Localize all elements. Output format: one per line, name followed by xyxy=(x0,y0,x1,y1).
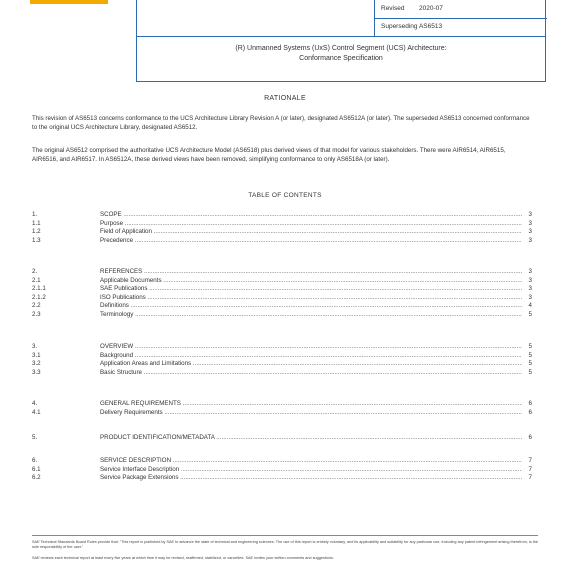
toc-title: Applicable Documents ..... xyxy=(100,277,522,285)
toc-title: SAE Publications ..... xyxy=(100,285,522,293)
toc-title: GENERAL REQUIREMENTS ..... xyxy=(100,400,522,408)
toc-title: REFERENCES ..... xyxy=(100,268,522,276)
toc-number: 6.2 xyxy=(32,474,41,481)
toc-title: Basic Structure ..... xyxy=(100,369,522,377)
toc-title: Delivery Requirements ..... xyxy=(100,409,522,417)
toc-number: 2.1 xyxy=(32,276,41,284)
toc-entry[interactable] xyxy=(32,360,532,368)
toc-page: 3 xyxy=(528,236,532,244)
toc-number: 4.1 xyxy=(32,408,41,416)
toc-page: 7 xyxy=(528,465,532,473)
toc-page: 7 xyxy=(528,474,532,481)
toc-page: 3 xyxy=(528,293,532,301)
toc-title: Definitions ..... xyxy=(100,302,522,310)
toc-page: 3 xyxy=(528,228,532,235)
toc-page: 6 xyxy=(528,400,532,407)
toc-number: 6.1 xyxy=(32,465,41,473)
toc-entry[interactable] xyxy=(32,474,532,482)
document-title-line1: (R) Unmanned Systems (UxS) Control Segment (UCS) Architecture: xyxy=(235,45,447,52)
header-left-cell xyxy=(137,0,375,36)
toc-number: 2.3 xyxy=(32,310,41,318)
toc-title: Field of Application ..... xyxy=(100,228,522,236)
toc-entry[interactable] xyxy=(32,466,532,474)
superseding-label: Superseding AS6513 xyxy=(381,23,443,30)
toc-title: Purpose ..... xyxy=(100,220,522,228)
toc-page: 3 xyxy=(528,219,532,227)
superseding-row xyxy=(375,18,547,36)
toc-number: 2. xyxy=(32,268,38,275)
document-title xyxy=(137,44,545,64)
toc-number: 2.1.1 xyxy=(32,285,46,292)
sae-logo-strip xyxy=(30,0,108,4)
footer-divider xyxy=(32,535,538,536)
toc-number: 1.1 xyxy=(32,219,41,227)
revised-row xyxy=(375,0,547,19)
toc-number: 2.2 xyxy=(32,302,41,309)
toc-title: Background ..... xyxy=(100,352,522,360)
toc-number: 3.3 xyxy=(32,368,41,376)
toc-page: 3 xyxy=(528,268,532,275)
toc-entry[interactable] xyxy=(32,277,532,285)
rationale-paragraph-1: This revision of AS6513 concerns conformance to the UCS Architecture Library Revision A (or later), designated AS6512A (or later). The superseded AS6513 concerned conformance to the original UCS Architecture Library, designated AS6512. xyxy=(32,115,530,131)
header-info-cells xyxy=(375,0,547,36)
toc-number: 1.3 xyxy=(32,236,41,244)
toc-entry[interactable] xyxy=(32,311,532,319)
toc-page: 3 xyxy=(528,285,532,292)
toc-title: PRODUCT IDENTIFICATION/METADATA ..... xyxy=(100,434,522,442)
toc-title: Precedence ..... xyxy=(100,237,522,245)
toc-number: 3.1 xyxy=(32,351,41,359)
toc-page: 5 xyxy=(528,343,532,350)
toc-entry[interactable] xyxy=(32,285,532,293)
toc-entry[interactable] xyxy=(32,268,532,276)
rationale-paragraph-2: The original AS6512 comprised the authoritative UCS Architecture Model (AS6518) plus derived views of that model for various stakeholders. There were AIR6514, AIR6515, AIR6516, and AIR6517. In AS6512A, these derived views have been removed, simplifying conformance to only AS6518A (or later). xyxy=(32,147,506,163)
toc-number: 1. xyxy=(32,211,38,218)
toc-page: 5 xyxy=(528,310,532,318)
rationale-heading: RATIONALE xyxy=(264,95,306,102)
toc-entry[interactable] xyxy=(32,457,532,465)
toc-entry[interactable] xyxy=(32,434,532,442)
document-title-line2: Conformance Specification xyxy=(299,55,383,62)
toc-title: Terminology ..... xyxy=(100,311,522,319)
header-divider xyxy=(137,36,545,37)
toc-title: SCOPE ..... xyxy=(100,211,522,219)
toc-number: 1.2 xyxy=(32,228,41,235)
toc-title: Service Package Extensions ..... xyxy=(100,474,522,482)
toc-title: Service Interface Description ..... xyxy=(100,466,522,474)
toc-entry[interactable] xyxy=(32,409,532,417)
revised-label: Revised xyxy=(381,5,405,12)
toc-title: SERVICE DESCRIPTION ..... xyxy=(100,457,522,465)
revised-date: 2020-07 xyxy=(419,5,443,12)
toc-page: 6 xyxy=(528,434,532,441)
toc-page: 5 xyxy=(528,368,532,376)
toc-page: 3 xyxy=(528,276,532,284)
toc-page: 4 xyxy=(528,302,532,309)
toc-title: OVERVIEW ..... xyxy=(100,343,522,351)
toc-number: 3.2 xyxy=(32,360,41,367)
toc-entry[interactable] xyxy=(32,294,532,302)
toc-entry[interactable] xyxy=(32,211,532,219)
toc-title: Application Areas and Limitations ..... xyxy=(100,360,522,368)
footer-disclaimer: SAE Technical Standards Board Rules provide that: "This report is published by SAE to advance the state of technical and engineering sciences. The use of this report is entirely voluntary, and its applicability and suitability for any particular use, including any patent infringement arising therefrom, is the sole responsibility of the user." xyxy=(32,540,538,549)
toc-entry[interactable] xyxy=(32,343,532,351)
toc-number: 6. xyxy=(32,457,38,464)
toc-number: 2.1.2 xyxy=(32,293,46,301)
toc-number: 5. xyxy=(32,434,38,441)
toc-number: 4. xyxy=(32,400,38,407)
toc-page: 6 xyxy=(528,408,532,416)
toc-page: 5 xyxy=(528,351,532,359)
toc-entry[interactable] xyxy=(32,369,532,377)
toc-heading: TABLE OF CONTENTS xyxy=(248,192,322,199)
footer-review-note: SAE reviews each technical report at least every five years at which time it may be revised, reaffirmed, stabilized, or cancelled. SAE invites your written comments and suggestions. xyxy=(32,556,334,560)
toc-entry[interactable] xyxy=(32,228,532,236)
toc-page: 5 xyxy=(528,360,532,367)
toc-entry[interactable] xyxy=(32,400,532,408)
toc-entry[interactable] xyxy=(32,352,532,360)
toc-title: ISO Publications ..... xyxy=(100,294,522,302)
document-header-box xyxy=(136,0,546,82)
toc-page: 3 xyxy=(528,211,532,218)
toc-page: 7 xyxy=(528,457,532,464)
toc-entry[interactable] xyxy=(32,302,532,310)
toc-number: 3. xyxy=(32,343,38,350)
toc-entry[interactable] xyxy=(32,237,532,245)
toc-entry[interactable] xyxy=(32,220,532,228)
